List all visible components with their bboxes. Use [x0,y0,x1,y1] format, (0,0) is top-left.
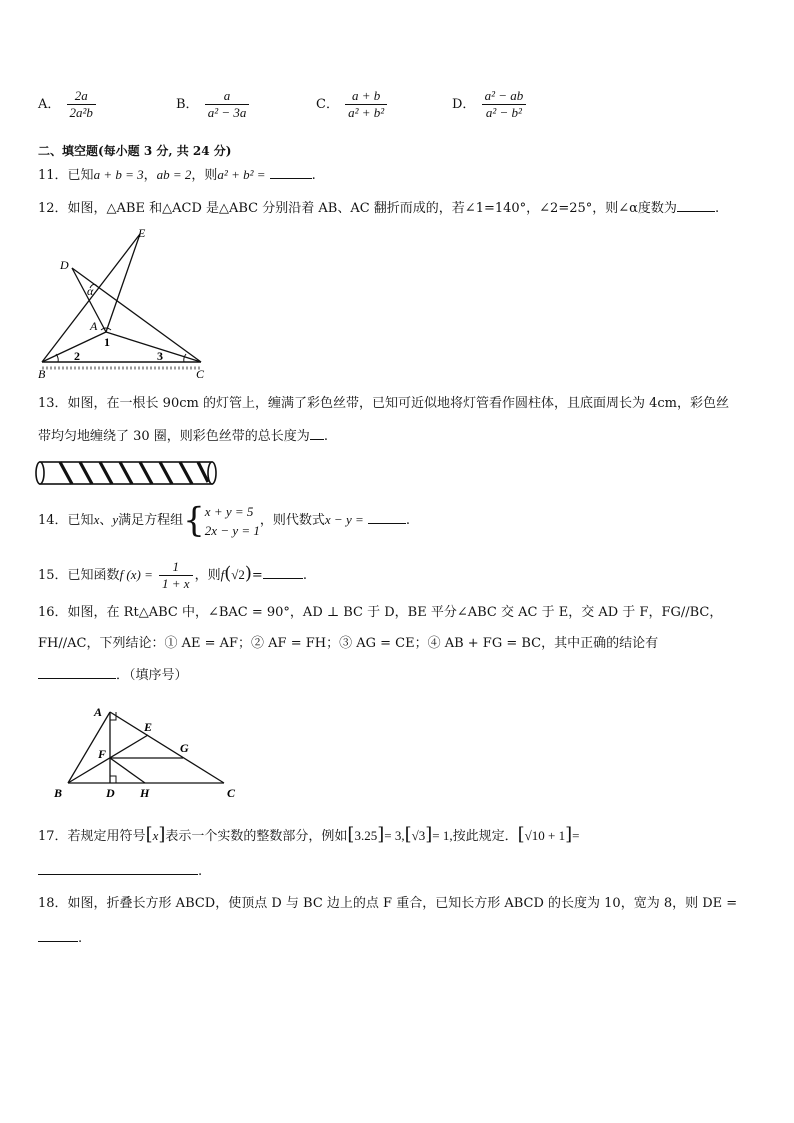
q17-answer-blank[interactable] [38,862,198,875]
q14-expr: x − y = [324,512,364,527]
q15-arg: √2 [231,567,245,582]
q17-x: x [152,828,159,843]
q12-end: . [714,201,720,216]
fig12-label-2: 2 [74,349,80,363]
question-16-line3 [38,666,188,685]
q11-answer-blank[interactable] [270,166,312,179]
option-c-letter: C． [316,97,339,112]
fig12-angle3-arc [184,354,186,362]
q17-eq1: = 3, [384,828,405,843]
option-d [452,88,528,121]
question-17 [38,826,580,846]
option-c-numerator: a + b [345,88,387,105]
tube-left-end [36,462,44,484]
q16-number: 16． [38,605,68,620]
option-b-letter: B． [176,97,199,112]
option-b-denominator: a² − 3a [207,105,247,120]
question-16-line2 [38,635,658,653]
q16-line1: 如图，在 Rt△ABC 中，∠BAC = 90°，AD ⊥ BC 于 D，BE 平分∠ABC 交 AC 于 E，交 AD 于 F，FG//BC， [67,605,723,620]
option-a-denominator: 2a²b [69,105,93,120]
q17-eq2: = 1, [432,828,453,843]
fig12-angle1-arc [101,328,111,330]
q14-number: 14． [38,513,68,528]
option-d-letter: D． [452,97,476,112]
fig12-line-ea [106,234,140,332]
q13-text1: 如图，在一根长 90cm 的灯管上，缠满了彩色丝带，已知可近似地将灯管看作圆柱体，且底面周长为 4cm，彩色丝 [67,396,729,411]
question-11 [38,166,316,185]
q11-pre: 已知 [67,168,94,183]
q17-mid: 表示一个实数的整数部分，例如 [165,829,348,844]
q13-answer-blank[interactable] [310,427,324,440]
q15-mid: ，则 [194,568,221,583]
fig16-line-fh [110,758,145,783]
option-c-fraction [345,88,387,121]
fig12-line-da [72,268,106,332]
option-b-fraction [205,88,250,121]
fig12-label-1: 1 [104,335,110,349]
q15-number: 15． [38,568,68,583]
q17-example1: 3.25 [354,828,378,843]
q14-post: ，则代数式 [259,513,325,528]
q13-number: 13． [38,396,68,411]
option-b-numerator: a [205,88,250,105]
option-a-letter: A． [38,97,61,112]
q15-pre: 已知函数 [67,568,120,583]
fig12-label-c: C [196,367,205,381]
q15-lparen: ( [224,563,232,584]
question-14 [38,500,410,541]
tube-right-end [208,462,216,484]
figure-12 [30,222,220,382]
question-18 [38,895,737,913]
q12-answer-blank[interactable] [677,199,715,212]
fig16-label-f: F [98,747,107,761]
fig12-line-be [42,234,140,362]
figure-13-tube [34,458,220,488]
option-d-fraction [482,88,527,121]
q13-end: . [323,429,328,444]
q16-answer-blank[interactable] [38,666,116,679]
fig12-line-dc [72,268,201,362]
q11-expr1: a + b = 3 [93,167,144,182]
q14-answer-blank[interactable] [368,511,406,524]
q14-y: y [112,512,119,527]
option-d-denominator: a² − b² [485,105,522,120]
q15-fraction-num: 1 [159,559,193,576]
fig12-label-3: 3 [157,349,163,363]
q17-bracket-open-1: [ [145,824,153,845]
section-title: 二、填空题(每小题 3 分, 共 24 分) [38,144,232,158]
q16-line2: FH//AC，下列结论：① AE = AF；② AF = FH；③ AG = CE；④ AB + FG = BC，其中正确的结论有 [38,636,659,651]
fig12-label-alpha: α [87,284,94,298]
option-a-numerator: 2a [67,88,96,105]
fig12-label-d: D [60,258,69,272]
figure-16 [52,700,252,805]
q17-bracket-close-4: ] [565,824,573,845]
option-a-fraction [67,88,96,121]
q15-rparen: ) [244,563,252,584]
q11-expr2: ab = 2 [156,167,192,182]
q15-end: . [302,568,307,583]
q14-x: x [93,512,100,527]
q18-end: . [78,931,83,946]
q11-expr3: a² + b² = [217,167,266,182]
q17-number: 17． [38,829,68,844]
q14-mid: 满足方程组 [118,513,184,528]
fig16-label-a: A [94,705,103,719]
q17-bracket-close-3: ] [425,824,433,845]
q17-end: . [198,864,203,879]
fig16-right-angle-d [110,776,116,783]
q14-sep: 、 [99,513,113,528]
q17-bracket-open-2: [ [347,824,355,845]
q14-system [205,502,260,540]
option-c-denominator: a² + b² [348,105,385,120]
q15-answer-blank[interactable] [263,566,303,579]
question-12 [38,199,719,218]
q17-example3: √10 + 1 [524,828,566,843]
q14-pre: 已知 [67,513,94,528]
q15-eq: = [251,568,263,583]
question-16-line1 [38,604,722,622]
fig12-label-e: E [138,226,146,240]
q15-fraction-den: 1 + x [162,576,190,591]
q17-pre: 若规定用符号 [67,829,146,844]
question-15 [38,556,307,594]
fig12-line-ac [106,332,201,362]
q14-eq1: x + y = 5 [204,503,254,519]
q17-bracket-close-1: ] [158,824,166,845]
q11-sep: ， [143,168,157,183]
q15-fx: f (x) = [119,567,153,582]
q17-post: 按此规定． [452,829,518,844]
q18-number: 18． [38,896,68,911]
q16-tail: ．（填序号） [116,668,188,683]
option-d-numerator: a² − ab [482,88,527,105]
q17-example2: √3 [411,828,426,843]
fig12-label-b: B [38,367,46,381]
question-18-answer-line [38,929,82,948]
q12-number: 12． [38,201,68,216]
q14-brace: { [183,500,205,541]
q14-end: . [405,513,411,528]
fig16-label-b: B [54,786,63,800]
option-a [38,88,98,121]
fig16-label-c: C [227,786,236,800]
option-b [176,88,251,121]
q18-answer-blank[interactable] [38,929,78,942]
q13-text2: 带均匀地缠绕了 30 圈，则彩色丝带的总长度为 [38,429,310,444]
question-13-line2 [38,427,328,446]
q11-number: 11． [38,168,68,183]
q18-text: 如图，折叠长方形 ABCD，使顶点 D 与 BC 边上的点 F 重合，已知长方形 ABCD 的长度为 10，宽为 8，则 DE = [67,896,738,911]
fig16-label-h: H [140,786,150,800]
q15-f: f [220,567,225,582]
question-17-answer-line [38,862,202,881]
q17-bracket-open-4: [ [517,824,525,845]
q17-bracket-close-2: ] [377,824,385,845]
q15-fraction [159,559,193,592]
q11-end: . [311,168,316,183]
question-13-line1 [38,395,729,413]
fig16-label-d: D [106,786,115,800]
fig16-label-g: G [180,741,189,755]
option-c [316,88,389,121]
q14-eq2: 2x − y = 1 [204,522,260,538]
q17-bracket-open-3: [ [404,824,412,845]
q17-eq3: = [572,828,580,843]
q12-text: 如图，△ABE 和△ACD 是△ABC 分别沿着 AB、AC 翻折而成的，若∠1=140°，∠2=25°，则∠α度数为 [67,201,677,216]
q11-mid: ，则 [191,168,218,183]
fig16-label-e: E [144,720,153,734]
fig12-label-a: A [90,319,98,333]
